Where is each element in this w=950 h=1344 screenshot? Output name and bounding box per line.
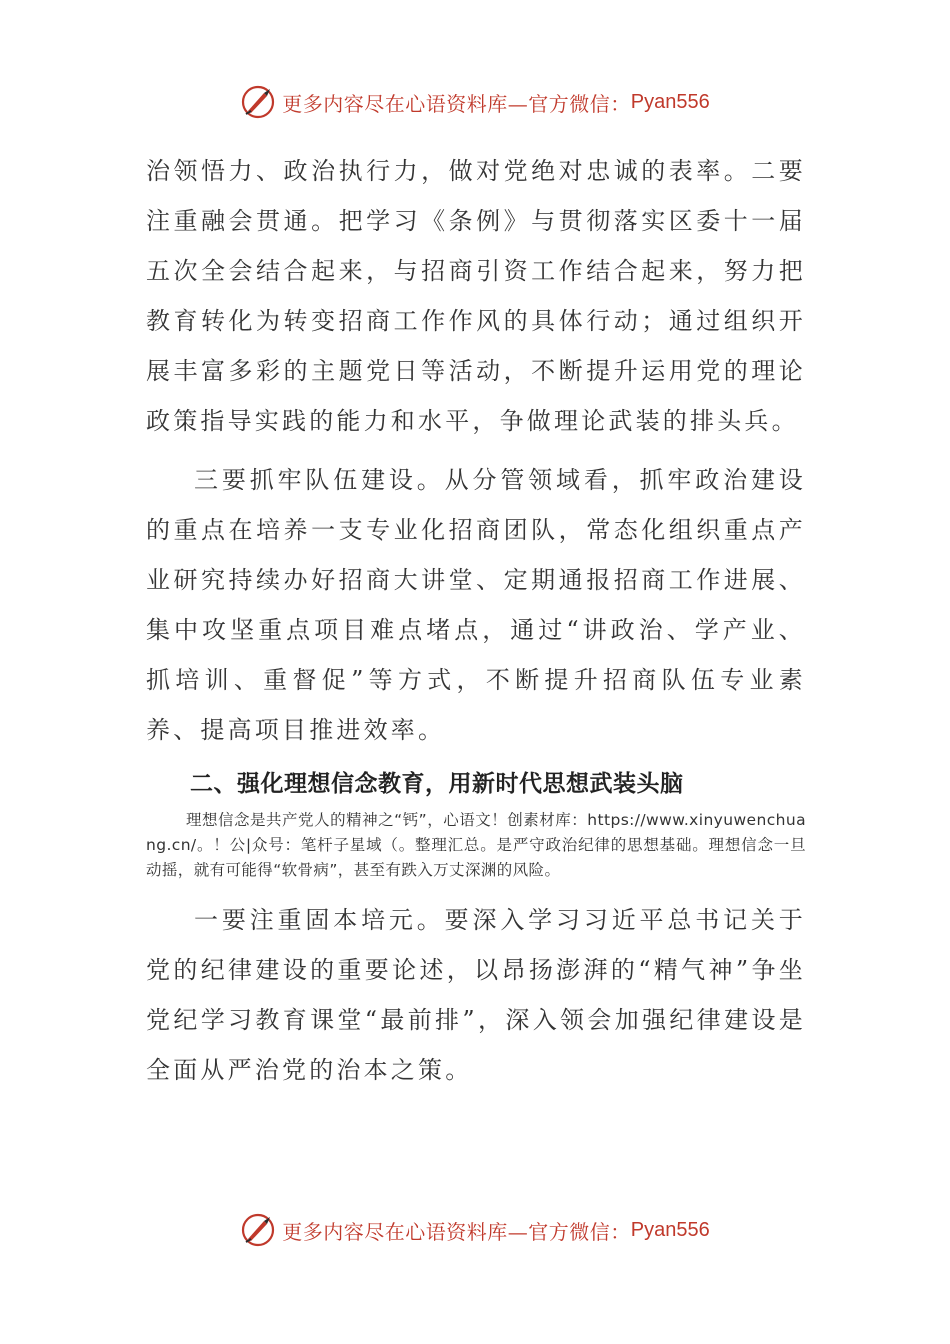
paragraph-2: 三要抓牢队伍建设。从分管领域看，抓牢政治建设的重点在培养一支专业化招商团队，常态化组织重点产业研究持续办好招商大讲堂、定期通报招商工作进展、集中攻坚重点项目难点堵点，通过“讲政治、学产业、抓培训、重督促”等方式，不断提升招商队伍专业素养、提高项目推进效率。 (146, 466, 806, 744)
note-paragraph: 理想信念是共产党人的精神之“钙”，心语文！创素材库：https://www.xinyuwenchuang.cn/。！公|众号：笔杆子星域（。整理汇总。是严守政治纪律的思想基础。理想信念一旦动摇，就有可能得“软骨病”，甚至有跌入万丈深渊的风险。 (146, 811, 806, 879)
quill-logo-icon (240, 84, 276, 120)
paragraph-3: 一要注重固本培元。要深入学习习近平总书记关于党的纪律建设的重要论述，以昂扬澎湃的“精气神”争坐党纪学习教育课堂“最前排”，深入领会加强纪律建设是全面从严治党的治本之策。 (146, 906, 806, 1084)
header-banner-text: 更多内容尽在心语资料库—官方微信： (282, 91, 631, 116)
section-heading: 二、强化理想信念教育，用新时代思想武装头脑 (190, 771, 684, 797)
quill-logo-icon (240, 1212, 276, 1248)
footer-banner (0, 1208, 950, 1252)
footer-banner-wechat: Pyan556 (630, 1218, 710, 1241)
header-banner-wechat: Pyan556 (630, 90, 710, 113)
paragraph-1: 治领悟力、政治执行力，做对党绝对忠诚的表率。二要注重融会贯通。把学习《条例》与贯彻落实区委十一届五次全会结合起来，与招商引资工作结合起来，努力把教育转化为转变招商工作作风的具体行动；通过组织开展丰富多彩的主题党日等活动，不断提升运用党的理论政策指导实践的能力和水平，争做理论武装的排头兵。 (146, 157, 806, 435)
footer-banner-text: 更多内容尽在心语资料库—官方微信： (282, 1219, 631, 1244)
document-body (146, 146, 806, 1095)
header-banner (0, 80, 950, 124)
